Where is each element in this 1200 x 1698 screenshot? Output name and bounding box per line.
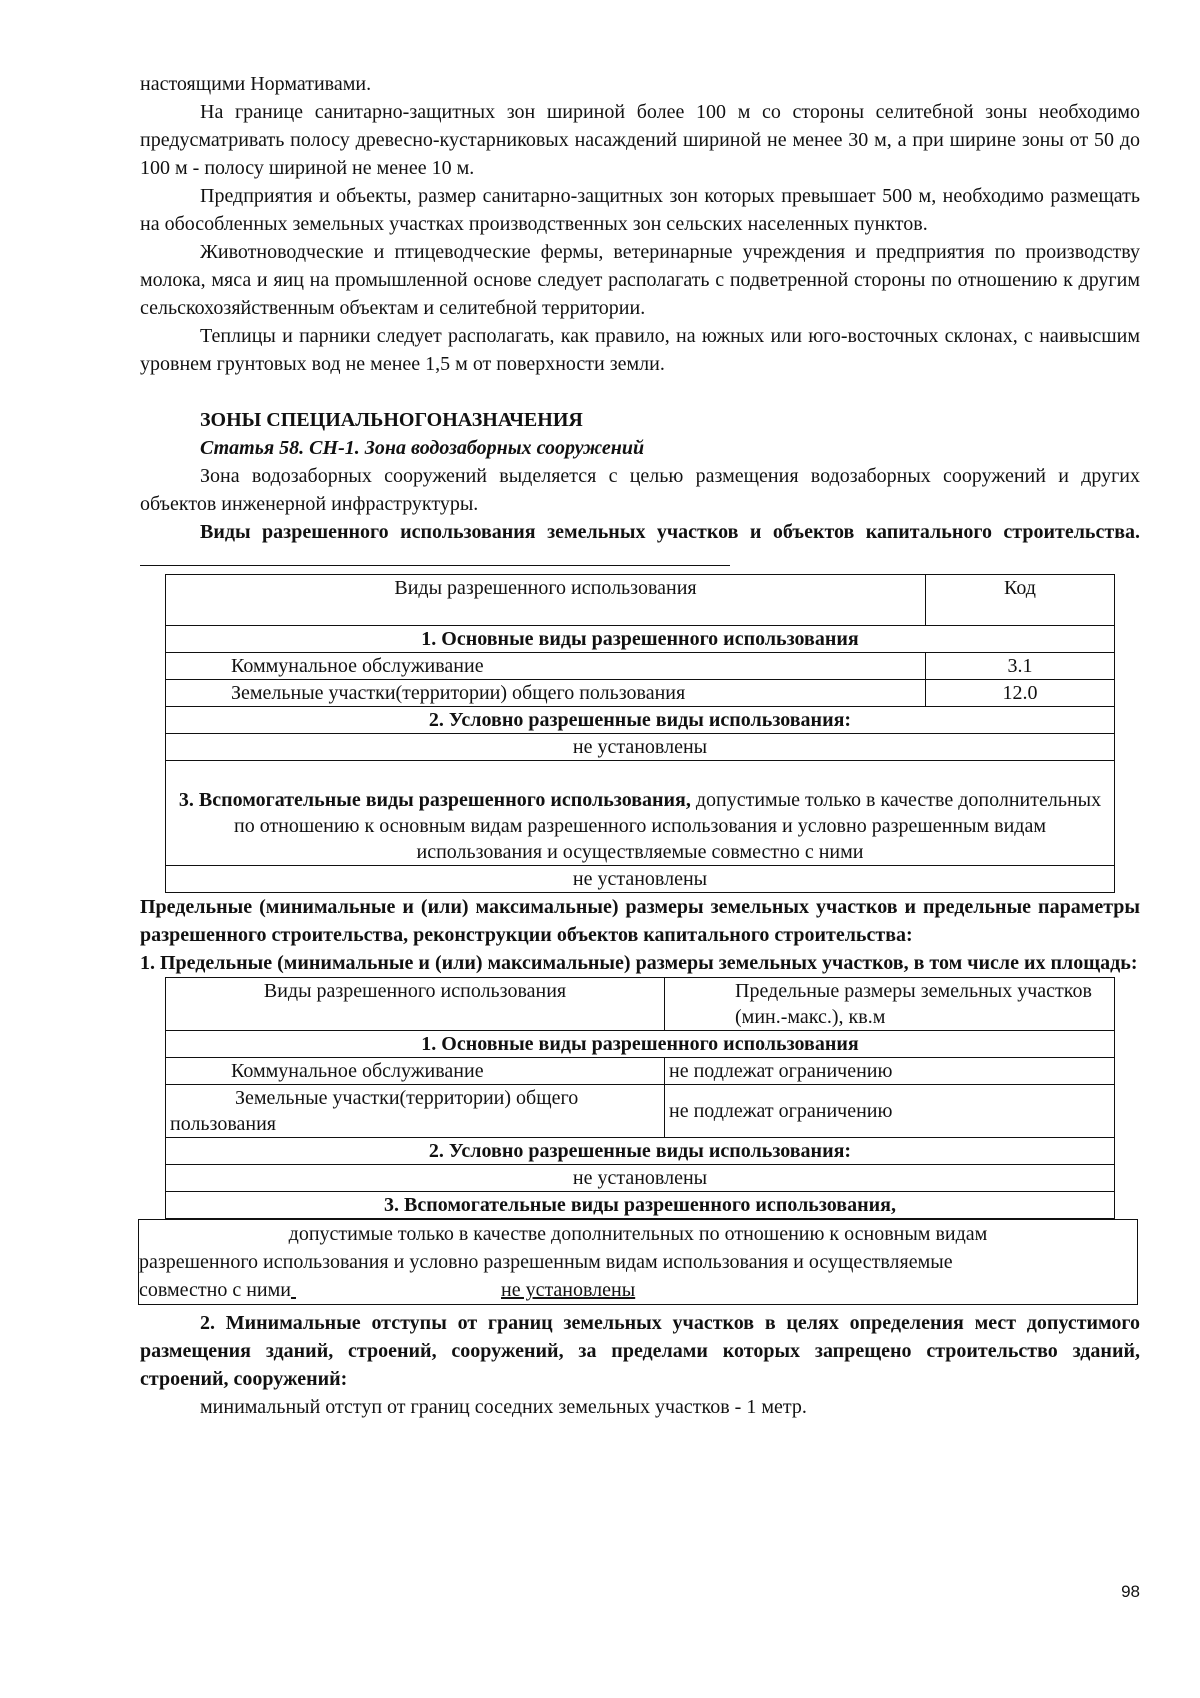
zone-intro: Зона водозаборных сооружений выделяется с целью размещения водозаборных сооружений и других объектов инженерной инфраструктуры. <box>140 465 1140 515</box>
table-row <box>166 734 1115 761</box>
auxiliary-uses-value: не установлены <box>166 866 1115 893</box>
conditional-uses-value: не установлены <box>166 1165 1115 1192</box>
table-row <box>166 1138 1115 1165</box>
table-row <box>166 626 1115 653</box>
table-row <box>166 680 1115 707</box>
paragraph-greenbelt: На границе санитарно-защитных зон шириной более 100 м со стороны селитебной зоны необходимо предусматривать полосу древесно-кустарниковых насаждений шириной не менее 30 м, а при ширине зоны от 50 до 100 м - полосу шириной не менее 10 м. <box>140 101 1140 179</box>
auxiliary-uses-desc: допустимые только в качестве дополнительных по отношению к основным видам разрешенного использования и условно разрешенным видам использования и осуществляемые совместно с ними <box>233 789 1102 863</box>
section-heading: ЗОНЫ СПЕЦИАЛЬНОГОНАЗНАЧЕНИЯ <box>200 409 583 431</box>
conditional-uses-title: 2. Условно разрешенные виды использования: <box>166 1138 1115 1165</box>
table-row <box>166 761 1115 866</box>
use-code: 12.0 <box>926 680 1115 707</box>
use-name: Коммунальное обслуживание <box>166 653 926 680</box>
paragraph-farms: Животноводческие и птицеводческие фермы, ветеринарные учреждения и предприятия по производству молока, мяса и яиц на промышленной основе следует располагать с подветренной стороны по отношению к другим сельскохозяйственным объектам и селитебной территории. <box>140 241 1140 319</box>
conditional-uses-value: не установлены <box>166 734 1115 761</box>
use-name: Коммунальное обслуживание <box>166 1058 665 1085</box>
table-row <box>166 1085 1115 1138</box>
conditional-uses-title: 2. Условно разрешенные виды использования: <box>166 707 1115 734</box>
paragraph-greenhouses: Теплицы и парники следует располагать, как правило, на южных или юго-восточных склонах, с наивысшим уровнем грунтовых вод не менее 1,5 м от поверхности земли. <box>140 325 1140 375</box>
main-uses-title: 1. Основные виды разрешенного использования <box>166 1031 1115 1058</box>
header-code: Код <box>926 575 1115 626</box>
setbacks-text: минимальный отступ от границ соседних земельных участков - 1 метр. <box>200 1396 807 1418</box>
auxiliary-uses-title: 3. Вспомогательные виды разрешенного использования, <box>178 789 691 811</box>
underline-gap <box>291 1276 501 1304</box>
page-number: 98 <box>1121 1582 1140 1601</box>
table-row <box>166 1031 1115 1058</box>
header-uses: Виды разрешенного использования <box>166 575 926 626</box>
underline-rule <box>140 547 730 566</box>
document-body <box>140 70 1140 1421</box>
header-sizes: Предельные размеры земельных участков (мин.-макс.), кв.м <box>665 978 1115 1031</box>
use-name-cell <box>166 1085 665 1138</box>
table-header-row <box>166 575 1115 626</box>
size-value: не подлежат ограничению <box>665 1085 1115 1138</box>
limits-title: Предельные (минимальные и (или) максимальные) размеры земельных участков и предельные параметры разрешенного строительства, реконструкции объектов капитального строительства: <box>140 896 1140 946</box>
auxiliary-line-text: совместно с ними <box>139 1279 291 1301</box>
auxiliary-line: разрешенного использования и условно разрешенным видам использования и осуществляемые <box>139 1251 953 1273</box>
use-name: Земельные участки(территории) общего пользования <box>166 680 926 707</box>
table-row <box>166 707 1115 734</box>
use-name-line: Земельные участки(территории) общего <box>235 1087 579 1109</box>
auxiliary-uses-cell <box>166 761 1115 866</box>
use-name-line: пользования <box>170 1113 276 1135</box>
uses-title <box>140 518 1140 574</box>
auxiliary-uses-value: не установлены <box>500 1279 636 1301</box>
sizes-table <box>165 977 1115 1219</box>
auxiliary-line-last <box>139 1276 1137 1304</box>
table-row <box>166 1165 1115 1192</box>
table-row <box>166 653 1115 680</box>
uses-title-text: Виды разрешенного использования земельных участков и объектов капитального строительства. <box>200 521 1140 543</box>
article-title: Статья 58. СН-1. Зона водозаборных сооружений <box>200 437 645 459</box>
auxiliary-uses-title: 3. Вспомогательные виды разрешенного использования, <box>166 1192 1115 1219</box>
uses-table <box>165 574 1115 893</box>
use-code: 3.1 <box>926 653 1115 680</box>
table-row <box>166 1192 1115 1219</box>
paragraph-enterprises: Предприятия и объекты, размер санитарно-защитных зон которых превышает 500 м, необходимо размещать на обособленных земельных участках производственных зон сельских населенных пунктов. <box>140 185 1140 235</box>
table-row <box>166 866 1115 893</box>
auxiliary-uses-box <box>138 1219 1138 1305</box>
table-header-row <box>166 978 1115 1031</box>
paragraph-continuation: настоящими Нормативами. <box>140 73 372 95</box>
limits-subtitle: 1. Предельные (минимальные и (или) максимальные) размеры земельных участков, в том числе их площадь: <box>140 952 1138 974</box>
auxiliary-line: допустимые только в качестве дополнительных по отношению к основным видам <box>288 1223 988 1245</box>
setbacks-title: 2. Минимальные отступы от границ земельных участков в целях определения мест допустимого размещения зданий, строений, сооружений, за пределами которых запрещено строительство зданий, строений, сооружений: <box>140 1312 1140 1390</box>
size-value: не подлежат ограничению <box>665 1058 1115 1085</box>
table-row <box>166 1058 1115 1085</box>
header-uses: Виды разрешенного использования <box>166 978 665 1031</box>
main-uses-title: 1. Основные виды разрешенного использования <box>166 626 1115 653</box>
